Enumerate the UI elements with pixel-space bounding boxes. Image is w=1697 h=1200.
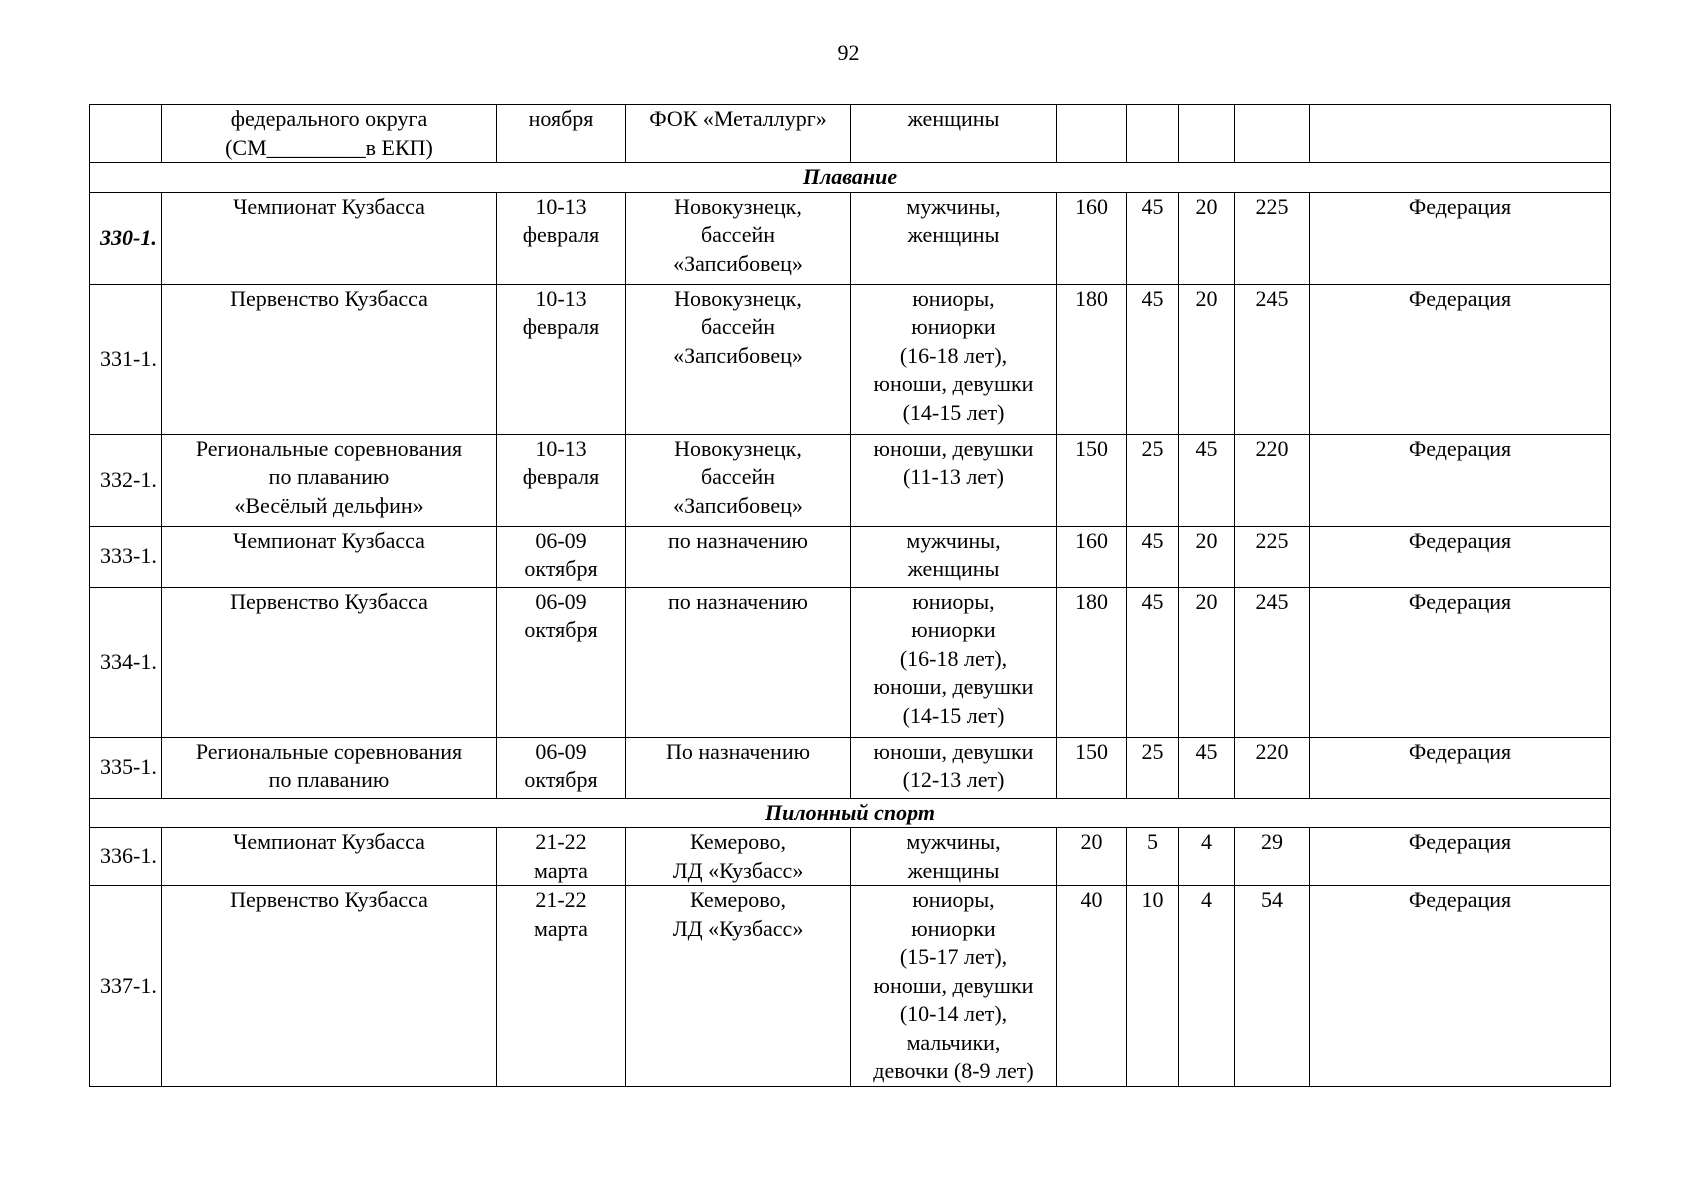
event-name: Первенство Кузбасса: [162, 886, 497, 1087]
event-dates: 10-13 февраля: [497, 284, 626, 434]
count-1: 180: [1057, 284, 1127, 434]
count-3: 45: [1179, 737, 1235, 798]
event-organizer: Федерация: [1310, 192, 1611, 284]
count-3: 20: [1179, 526, 1235, 587]
count-total: 245: [1235, 284, 1310, 434]
count-total: 54: [1235, 886, 1310, 1087]
table-row: [90, 192, 1611, 284]
event-dates: 21-22 марта: [497, 828, 626, 886]
event-participants: мужчины, женщины: [851, 828, 1057, 886]
event-place: Кемерово, ЛД «Кузбасс»: [626, 828, 851, 886]
page-number: 92: [837, 40, 860, 65]
event-number: 335-1.: [90, 737, 162, 798]
count-2: 5: [1127, 828, 1179, 886]
event-organizer: Федерация: [1310, 434, 1611, 526]
count-total: 225: [1235, 192, 1310, 284]
event-name: Чемпионат Кузбасса: [162, 526, 497, 587]
section-title: Пилонный спорт: [90, 798, 1611, 828]
event-participants: женщины: [851, 105, 1057, 163]
event-dates: 10-13 февраля: [497, 434, 626, 526]
count-1: [1057, 105, 1127, 163]
event-name: Чемпионат Кузбасса: [162, 192, 497, 284]
table-row: [90, 828, 1611, 886]
table-row: [90, 284, 1611, 434]
event-participants: юноши, девушки (11-13 лет): [851, 434, 1057, 526]
section-header-row: [90, 163, 1611, 193]
event-name: Чемпионат Кузбасса: [162, 828, 497, 886]
event-name: Региональные соревнования по плаванию: [162, 737, 497, 798]
event-organizer: Федерация: [1310, 737, 1611, 798]
event-number: 330-1.: [90, 192, 162, 284]
count-3: 4: [1179, 886, 1235, 1087]
table-row: [90, 737, 1611, 798]
count-total: [1235, 105, 1310, 163]
table-row: [90, 434, 1611, 526]
event-organizer: Федерация: [1310, 587, 1611, 737]
event-place: По назначению: [626, 737, 851, 798]
count-total: 245: [1235, 587, 1310, 737]
event-participants: юниоры, юниорки (15-17 лет), юноши, девушки (10-14 лет), мальчики, девочки (8-9 лет): [851, 886, 1057, 1087]
table-row: [90, 105, 1611, 163]
event-participants: юниоры, юниорки (16-18 лет), юноши, девушки (14-15 лет): [851, 587, 1057, 737]
section-title: Плавание: [90, 163, 1611, 193]
count-2: [1127, 105, 1179, 163]
event-organizer: Федерация: [1310, 284, 1611, 434]
event-participants: мужчины, женщины: [851, 192, 1057, 284]
count-1: 160: [1057, 192, 1127, 284]
count-2: 45: [1127, 192, 1179, 284]
event-dates: 10-13 февраля: [497, 192, 626, 284]
count-total: 225: [1235, 526, 1310, 587]
event-place: Новокузнецк, бассейн «Запсибовец»: [626, 192, 851, 284]
count-2: 45: [1127, 526, 1179, 587]
count-total: 220: [1235, 737, 1310, 798]
events-table: [89, 104, 1611, 1087]
count-1: 160: [1057, 526, 1127, 587]
count-2: 45: [1127, 587, 1179, 737]
section-header-row: [90, 798, 1611, 828]
count-1: 40: [1057, 886, 1127, 1087]
event-number: [90, 105, 162, 163]
table-row: [90, 526, 1611, 587]
event-name: Региональные соревнования по плаванию «Весёлый дельфин»: [162, 434, 497, 526]
count-2: 10: [1127, 886, 1179, 1087]
count-1: 150: [1057, 737, 1127, 798]
table-row: [90, 886, 1611, 1087]
count-3: 20: [1179, 284, 1235, 434]
count-2: 25: [1127, 434, 1179, 526]
count-3: 4: [1179, 828, 1235, 886]
count-3: [1179, 105, 1235, 163]
event-organizer: Федерация: [1310, 886, 1611, 1087]
event-organizer: Федерация: [1310, 526, 1611, 587]
count-1: 180: [1057, 587, 1127, 737]
count-total: 220: [1235, 434, 1310, 526]
event-participants: мужчины, женщины: [851, 526, 1057, 587]
count-3: 20: [1179, 587, 1235, 737]
event-number: 337-1.: [90, 886, 162, 1087]
event-dates: ноября: [497, 105, 626, 163]
table-row: [90, 587, 1611, 737]
event-participants: юноши, девушки (12-13 лет): [851, 737, 1057, 798]
count-2: 25: [1127, 737, 1179, 798]
event-organizer: [1310, 105, 1611, 163]
event-dates: 06-09 октября: [497, 587, 626, 737]
event-dates: 21-22 марта: [497, 886, 626, 1087]
event-dates: 06-09 октября: [497, 737, 626, 798]
event-number: 333-1.: [90, 526, 162, 587]
event-place: Кемерово, ЛД «Кузбасс»: [626, 886, 851, 1087]
event-participants: юниоры, юниорки (16-18 лет), юноши, девушки (14-15 лет): [851, 284, 1057, 434]
count-1: 20: [1057, 828, 1127, 886]
count-total: 29: [1235, 828, 1310, 886]
count-2: 45: [1127, 284, 1179, 434]
event-place: Новокузнецк, бассейн «Запсибовец»: [626, 434, 851, 526]
count-3: 45: [1179, 434, 1235, 526]
event-number: 331-1.: [90, 284, 162, 434]
event-name: Первенство Кузбасса: [162, 284, 497, 434]
event-number: 334-1.: [90, 587, 162, 737]
event-number: 332-1.: [90, 434, 162, 526]
event-organizer: Федерация: [1310, 828, 1611, 886]
event-name: Первенство Кузбасса: [162, 587, 497, 737]
event-place: по назначению: [626, 526, 851, 587]
event-number: 336-1.: [90, 828, 162, 886]
table-body: [90, 105, 1611, 1087]
count-1: 150: [1057, 434, 1127, 526]
event-place: Новокузнецк, бассейн «Запсибовец»: [626, 284, 851, 434]
event-dates: 06-09 октября: [497, 526, 626, 587]
event-name: федерального округа (СМ_________в ЕКП): [162, 105, 497, 163]
count-3: 20: [1179, 192, 1235, 284]
event-place: по назначению: [626, 587, 851, 737]
event-place: ФОК «Металлург»: [626, 105, 851, 163]
